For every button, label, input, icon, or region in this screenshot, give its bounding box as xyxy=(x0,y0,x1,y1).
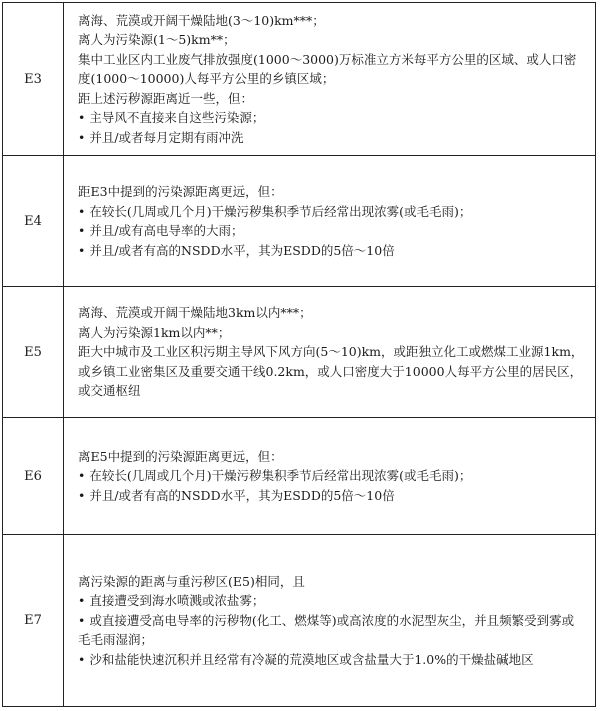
description-line: 距上述污秽源距离近一些，但： xyxy=(78,90,254,106)
table-row xyxy=(3,418,596,535)
class-code-cell: E3 xyxy=(3,3,64,156)
description-line: 离E5中提到的污染源距离更远，但： xyxy=(78,448,283,464)
description-cell xyxy=(64,287,596,418)
description-bullet: • 在较长(几周或几个月)干燥污秽集积季节后经常出现浓雾(或毛毛雨)； xyxy=(78,468,472,484)
description-line: 离海、荒漠或开阔干燥陆地(3～10)km***； xyxy=(78,12,325,28)
description-line: 离海、荒漠或开阔干燥陆地3km以内***； xyxy=(78,305,312,321)
description-bullet: • 并且/或者有高的NSDD水平，其为ESDD的5倍～10倍 xyxy=(78,487,395,503)
description-cell xyxy=(64,535,596,707)
description-bullet: • 并且/或者有高的NSDD水平，其为ESDD的5倍～10倍 xyxy=(78,242,395,258)
description-bullet: • 在较长(几周或几个月)干燥污秽集积季节后经常出现浓雾(或毛毛雨)； xyxy=(78,203,472,219)
description-line: 集中工业区内工业废气排放强度(1000～3000)万标准立方米每平方公里的区域、或人口密度(1000～10000)人每平方公里的乡镇区域； xyxy=(78,51,577,87)
description-line: 距E3中提到的污染源距离更远，但： xyxy=(78,184,283,199)
table-row xyxy=(3,535,596,707)
description-cell xyxy=(64,3,596,156)
description-bullet: • 主导风不直接来自这些污染源； xyxy=(78,110,265,126)
class-code-cell: E6 xyxy=(3,418,64,535)
description-bullet: • 并且/或有高电导率的大雨； xyxy=(78,223,244,238)
description-line: 距大中城市及工业区积污期主导风下风方向(5～10)km，或距独立化工或燃煤工业源1km，或乡镇工业密集区及重要交通干线0.2km，或人口密度大于10000人每平方公里的居民区，或交通枢纽 xyxy=(78,344,584,399)
classification-table-document xyxy=(2,2,596,708)
table-row xyxy=(3,156,596,287)
description-cell xyxy=(64,418,596,535)
class-code-cell: E5 xyxy=(3,287,64,418)
description-line: 离污染源的距离与重污秽区(E5)相同，且 xyxy=(78,573,305,589)
class-code-cell: E4 xyxy=(3,156,64,287)
description-cell xyxy=(64,156,596,287)
description-bullet: • 沙和盐能快速沉积并且经常有冷凝的荒漠地区或含盐量大于1.0%的干燥盐碱地区 xyxy=(78,651,534,667)
description-bullet: • 或直接遭受高电导率的污秽物(化工、燃煤等)或高浓度的水泥型灰尘，并且频繁受到雾或毛毛雨湿润； xyxy=(78,612,575,648)
description-bullet: • 并且/或者每月定期有雨冲洗 xyxy=(78,129,244,145)
description-line: 离人为污染源1km以内**； xyxy=(78,324,231,340)
description-line: 离人为污染源(1～5)km**； xyxy=(78,32,236,48)
description-bullet: • 直接遭受到海水喷溅或浓盐雾； xyxy=(78,593,265,609)
pollution-class-table xyxy=(2,2,596,707)
table-row xyxy=(3,287,596,418)
table-row xyxy=(3,3,596,156)
class-code-cell: E7 xyxy=(3,535,64,707)
